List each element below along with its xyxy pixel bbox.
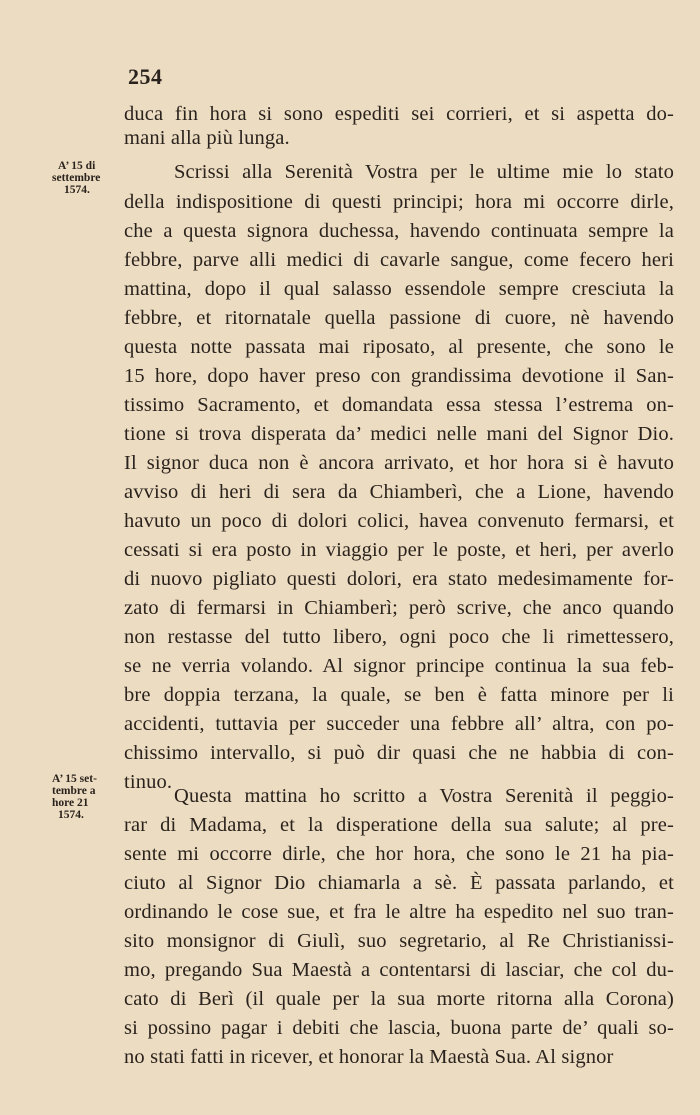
text-line: non restasse del tutto libero, ogni poco che li rimettessero, xyxy=(124,626,674,648)
text-line: zato di fermarsi in Chiamberì; però scrive, che anco quando xyxy=(124,597,674,619)
text-line: Il signor duca non è ancora arrivato, et hor hora si è havuto xyxy=(124,452,674,474)
text-line: bre doppia terzana, la quale, se ben è fatta minore per li xyxy=(124,684,674,706)
text-line: questa notte passata mai riposato, al presente, che sono le xyxy=(124,336,674,358)
text-line: cessati si era posto in viaggio per le poste, et heri, per averlo xyxy=(124,539,674,561)
page-number: 254 xyxy=(128,64,163,89)
margin-note-line: settembre xyxy=(52,172,101,184)
text-line: sente mi occorre dirle, che hor hora, che sono le 21 ha pia- xyxy=(124,843,674,865)
text-line: ciuto al Signor Dio chiamarla a sè. È passata parlando, et xyxy=(124,872,674,894)
text-line: no stati fatti in ricever, et honorar la Maestà Sua. Al signor xyxy=(124,1046,614,1068)
text-line: havuto un poco di dolori colici, havea convenuto fermarsi, et xyxy=(124,510,674,532)
text-line: duca fin hora si sono espediti sei corrieri, et si aspetta do- xyxy=(124,103,674,125)
text-line: ordinando le cose sue, et fra le altre ha espedito nel suo tran- xyxy=(124,901,674,923)
text-line: rar di Madama, et la disperatione della sua salute; al pre- xyxy=(124,814,674,836)
text-line: sito monsignor di Giulì, suo segretario, al Re Christianissi- xyxy=(124,930,674,952)
margin-note-date-1 xyxy=(52,160,100,196)
text-line: se ne verria volando. Al signor principe continua la sua feb- xyxy=(124,655,674,677)
margin-note-date-2 xyxy=(52,773,97,821)
text-line: 15 hore, dopo haver preso con grandissima devotione il San- xyxy=(124,365,674,387)
text-line: tione si trova disperata da’ medici nelle mani del Signor Dio. xyxy=(124,423,674,445)
text-line: della indispositione di questi principi; hora mi occorre dirle, xyxy=(124,191,674,213)
text-line: mo, pregando Sua Maestà a contentarsi di lasciar, che col du- xyxy=(124,959,674,981)
text-line: chissimo intervallo, si può dir quasi che ne habbia di con- xyxy=(124,742,674,764)
text-line: di nuovo pigliato questi dolori, era stato medesimamente for- xyxy=(124,568,674,590)
text-line: mattina, dopo il qual salasso essendole sempre cresciuta la xyxy=(124,278,674,300)
margin-note-line: 1574. xyxy=(58,809,84,821)
text-line: che a questa signora duchessa, havendo continuata sempre la xyxy=(124,220,674,242)
text-line: cato di Berì (il quale per la sua morte ritorna alla Corona) xyxy=(124,988,674,1010)
margin-note-line: hore 21 xyxy=(52,797,89,809)
text-line: si possino pagar i debiti che lascia, buona parte de’ quali so- xyxy=(124,1017,674,1039)
text-line: tinuo. xyxy=(124,771,173,793)
text-line: mani alla più lunga. xyxy=(124,127,290,149)
text-line: Questa mattina ho scritto a Vostra Serenità il peggio- xyxy=(174,785,674,807)
text-line: avviso di heri di sera da Chiamberì, che a Lione, havendo xyxy=(124,481,674,503)
text-line: accidenti, tuttavia per succeder una febbre all’ altra, con po- xyxy=(124,713,674,735)
text-line: febbre, parve alli medici di cavarle sangue, come fecero heri xyxy=(124,249,674,271)
text-line: tissimo Sacramento, et domandata essa stessa l’estrema on- xyxy=(124,394,674,416)
margin-note-line: A’ 15 set- xyxy=(52,773,97,785)
text-line: febbre, et ritornatale quella passione di cuore, nè havendo xyxy=(124,307,674,329)
margin-note-line: A’ 15 di xyxy=(58,160,96,172)
margin-note-line: tembre a xyxy=(52,785,96,797)
text-line: Scrissi alla Serenità Vostra per le ultime mie lo stato xyxy=(174,161,674,183)
margin-note-line: 1574. xyxy=(64,184,90,196)
